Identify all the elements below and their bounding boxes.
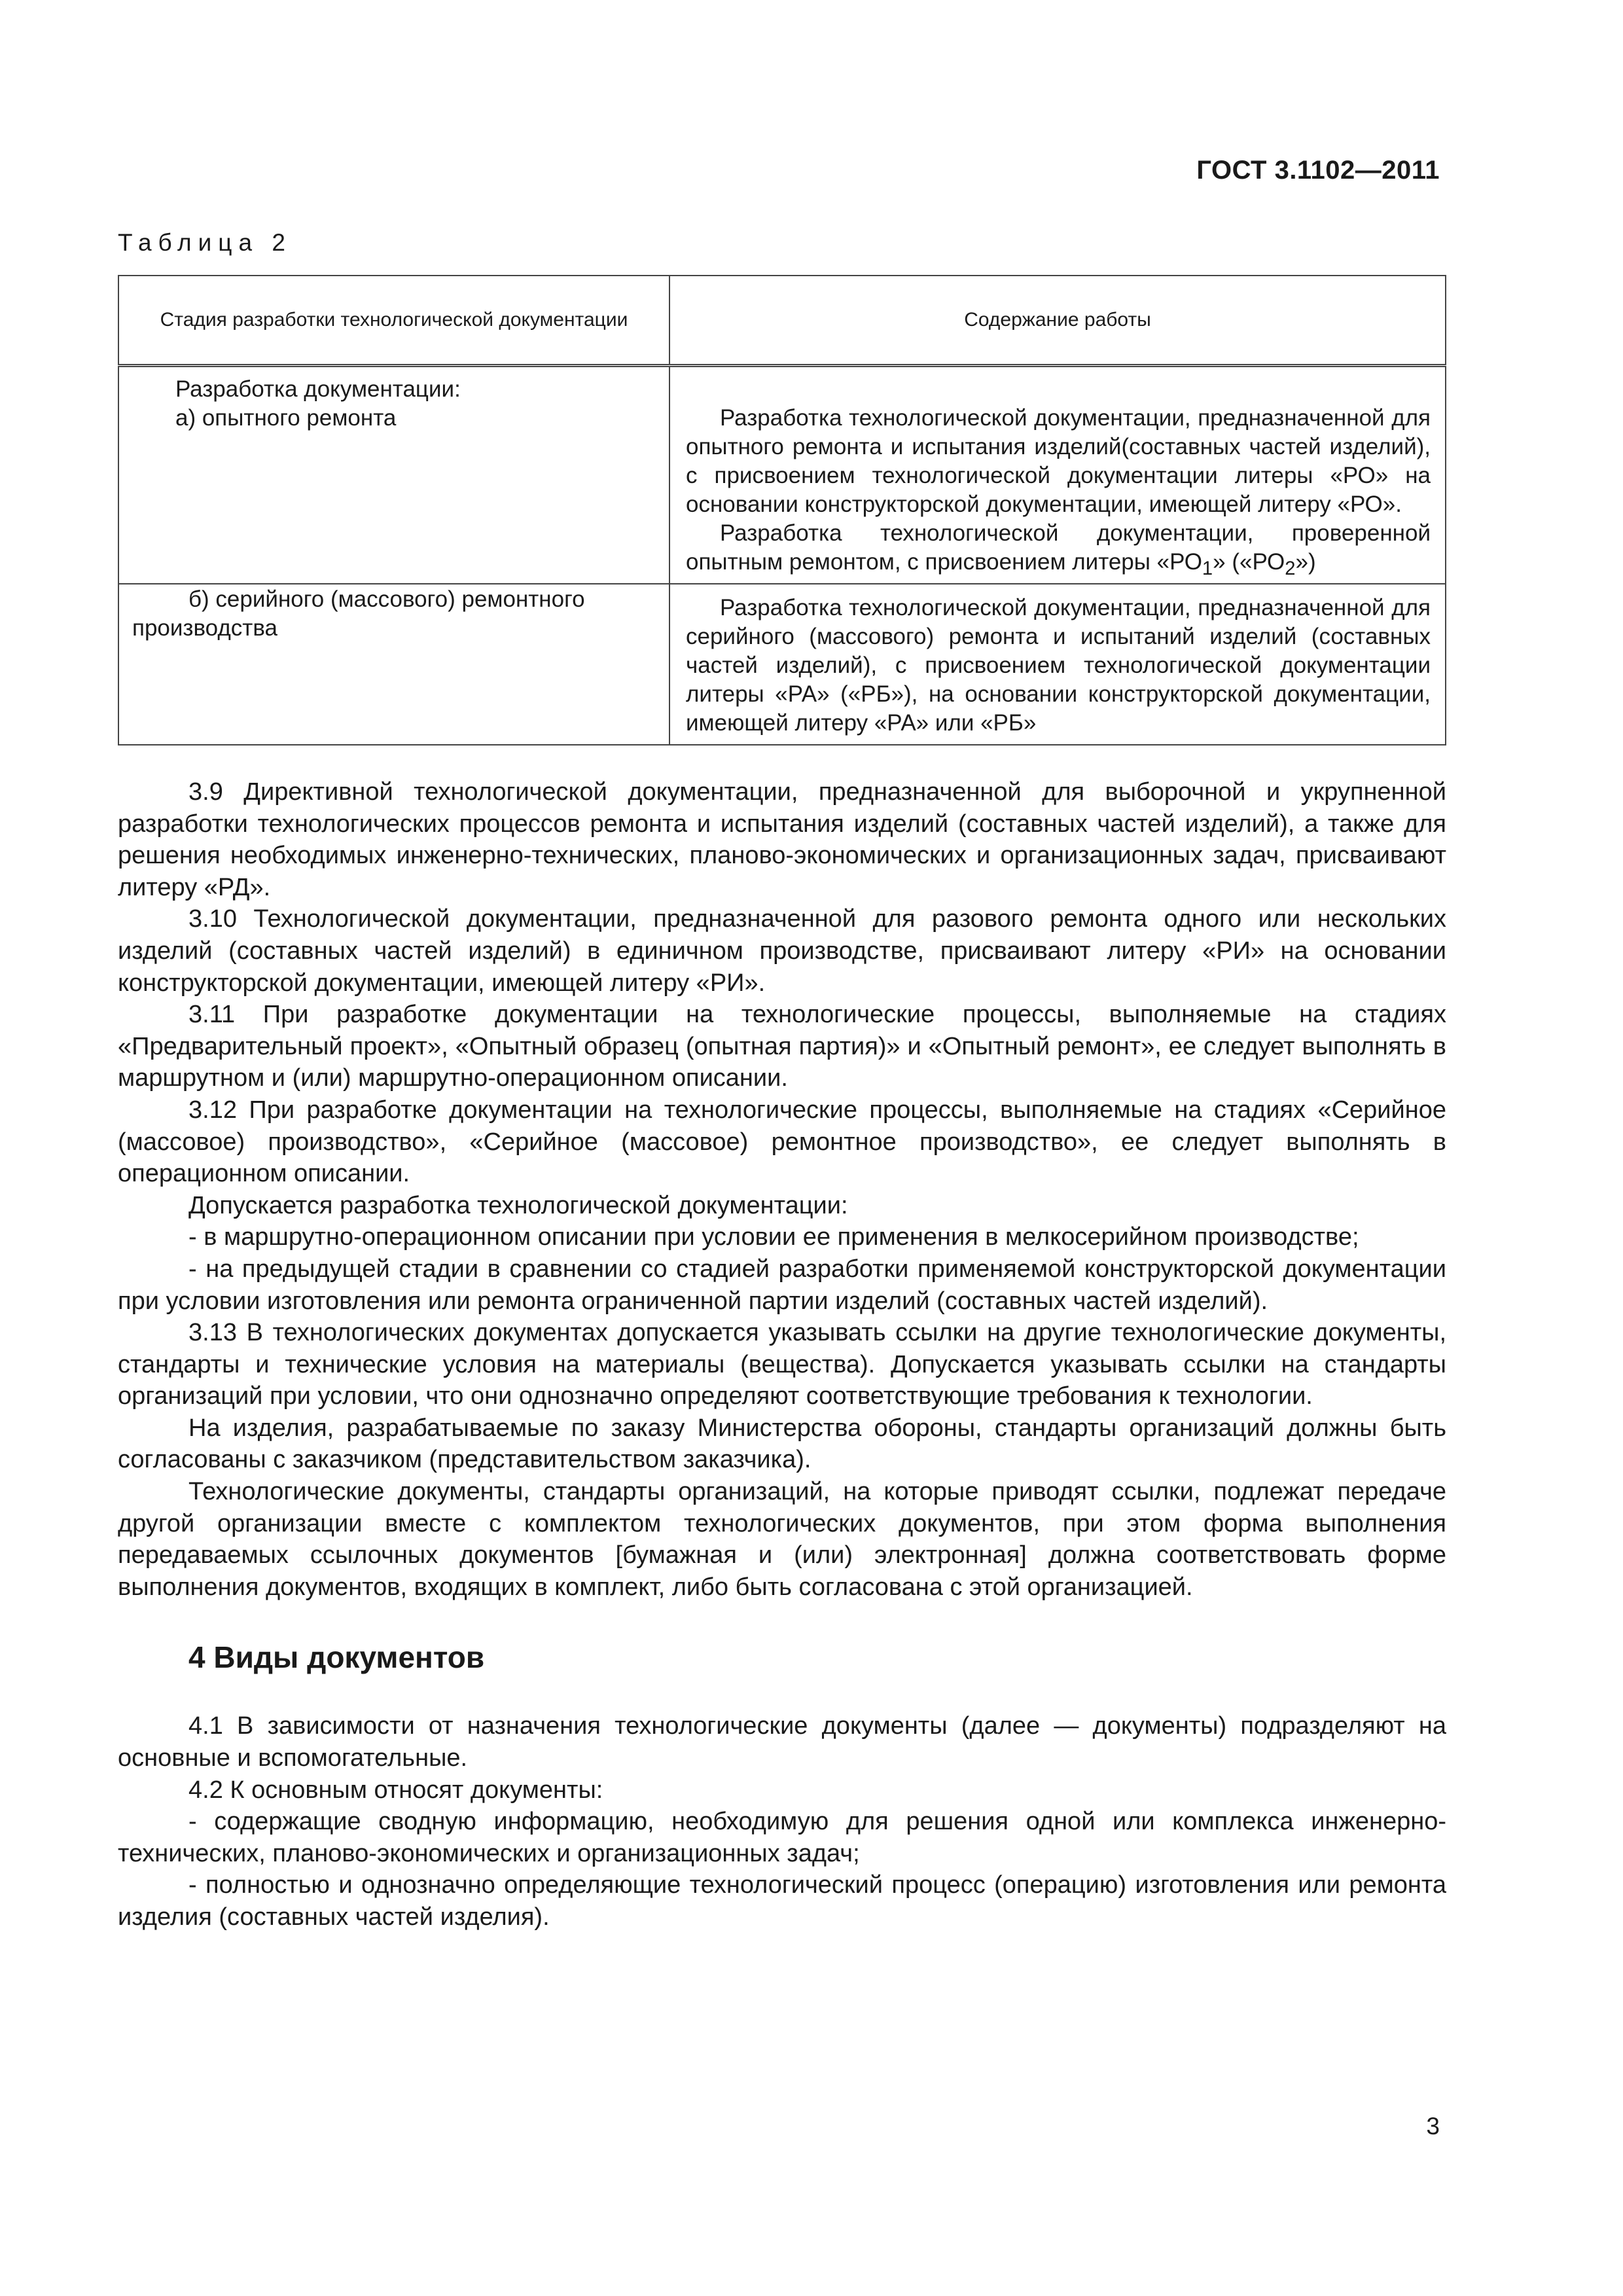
subscript: 1 — [1202, 558, 1213, 579]
list-item: - на предыдущей стадии в сравнении со стадией разработки применяемой конструкторской документации при условии изготовления или ремонта ограниченной партии изделий (составных частей изделий). — [118, 1255, 1446, 1315]
subscript: 2 — [1285, 558, 1296, 579]
body-text — [118, 776, 1446, 1933]
column-header-stage: Стадия разработки технологической документации — [118, 276, 669, 366]
paragraph: 3.9 Директивной технологической документации, предназначенной для выборочной и укрупненной разработки технологических процессов ремонта и испытания изделий (составных частей изделий), а также для решения необходимых инженерно-технических, планово-экономических и организационных задач, присваивают литеру «РД». — [118, 778, 1446, 901]
stage-name: а) опытного ремонта — [175, 405, 397, 431]
list-item: - полностью и однозначно определяющие технологический процесс (операцию) изготовления или ремонта изделия (составных частей изделия). — [118, 1871, 1446, 1931]
stage-group-title: Разработка документации: — [175, 376, 461, 402]
content-paragraph: Разработка технологической документации, предназначенной для опытного ремонта и испытания изделий(составных частей изделий), с присвоением технологической документации литеры «РО» на основании конструкторской документации, имеющей литеру «РО». — [686, 405, 1431, 517]
content-paragraph: Разработка технологической документации, предназначенной для серийного (массового) ремонта и испытаний изделий (составных частей изделий), с присвоением технологической документации литеры «РА» («РБ»), на основании конструкторской документации, имеющей литеру «РА» или «РБ» — [686, 595, 1431, 736]
list-item: - в маршрутно-операционном описании при условии ее применения в мелкосерийном производстве; — [188, 1223, 1359, 1251]
stage-cell — [118, 366, 669, 584]
stage-name: б) серийного (массового) ремонтного производства — [132, 586, 585, 641]
paragraph: Технологические документы, стандарты организаций, на которые приводят ссылки, подлежат передаче другой организации вместе с комплектом технологических документов, при этом форма выполнения передаваемых ссылочных документов [бумажная и (или) электронная] должна соответствовать форме выполнения документов, входящих в комплект, либо быть согласована с этой организацией. — [118, 1478, 1446, 1601]
paragraph: На изделия, разрабатываемые по заказу Министерства обороны, стандарты организаций должны быть согласованы с заказчиком (представительством заказчика). — [118, 1414, 1446, 1474]
table-header-row — [118, 276, 1446, 366]
content-paragraph: Разработка технологической документации, проверенной опытным ремонтом, с присвоением литеры «$РО_1$» $(«РО_2»)$ — [686, 520, 1431, 579]
content-cell — [669, 584, 1446, 745]
paragraph: 4.2 К основным относят документы: — [188, 1776, 603, 1804]
page-number: 3 — [1426, 2113, 1440, 2140]
paragraph: 4.1 В зависимости от назначения технологические документы (далее — документы) подразделяют на основные и вспомогательные. — [118, 1712, 1446, 1772]
document-code: ГОСТ 3.1102—2011 — [1196, 156, 1440, 185]
section-heading: 4 Виды документов — [188, 1640, 485, 1675]
table-row — [118, 584, 1446, 745]
stage-cell — [118, 584, 669, 745]
table-caption: Таблица 2 — [118, 229, 292, 256]
paragraph: Допускается разработка технологической документации: — [188, 1191, 848, 1219]
paragraph: 3.10 Технологической документации, предназначенной для разового ремонта одного или нескольких изделий (составных частей изделий) в единичном производстве, присваивают литеру «РИ» на основании конструкторской документации, имеющей литеру «РИ». — [118, 905, 1446, 997]
stages-table — [118, 275, 1446, 745]
paragraph: 3.13 В технологических документах допускается указывать ссылки на другие технологические документы, стандарты и технические условия на материалы (вещества). Допускается указывать ссылки на стандарты организаций при условии, что они однозначно определяют соответствующие требования к технологии. — [118, 1319, 1446, 1410]
content-cell — [669, 366, 1446, 584]
table-row — [118, 366, 1446, 584]
paragraph: 3.12 При разработке документации на технологические процессы, выполняемые на стадиях «Серийное (массовое) производство», «Серийное (массовое) ремонтное производство», ее следует выполнять в операционном описании. — [118, 1096, 1446, 1188]
column-header-content: Содержание работы — [669, 276, 1446, 366]
paragraph: 3.11 При разработке документации на технологические процессы, выполняемые на стадиях «Предварительный проект», «Опытный образец (опытная партия)» и «Опытный ремонт», ее следует выполнять в маршрутном и (или) маршрутно-операционном описании. — [118, 1001, 1446, 1092]
list-item: - содержащие сводную информацию, необходимую для решения одной или комплекса инженерно-технических, планово-экономических и организационных задач; — [118, 1808, 1446, 1867]
